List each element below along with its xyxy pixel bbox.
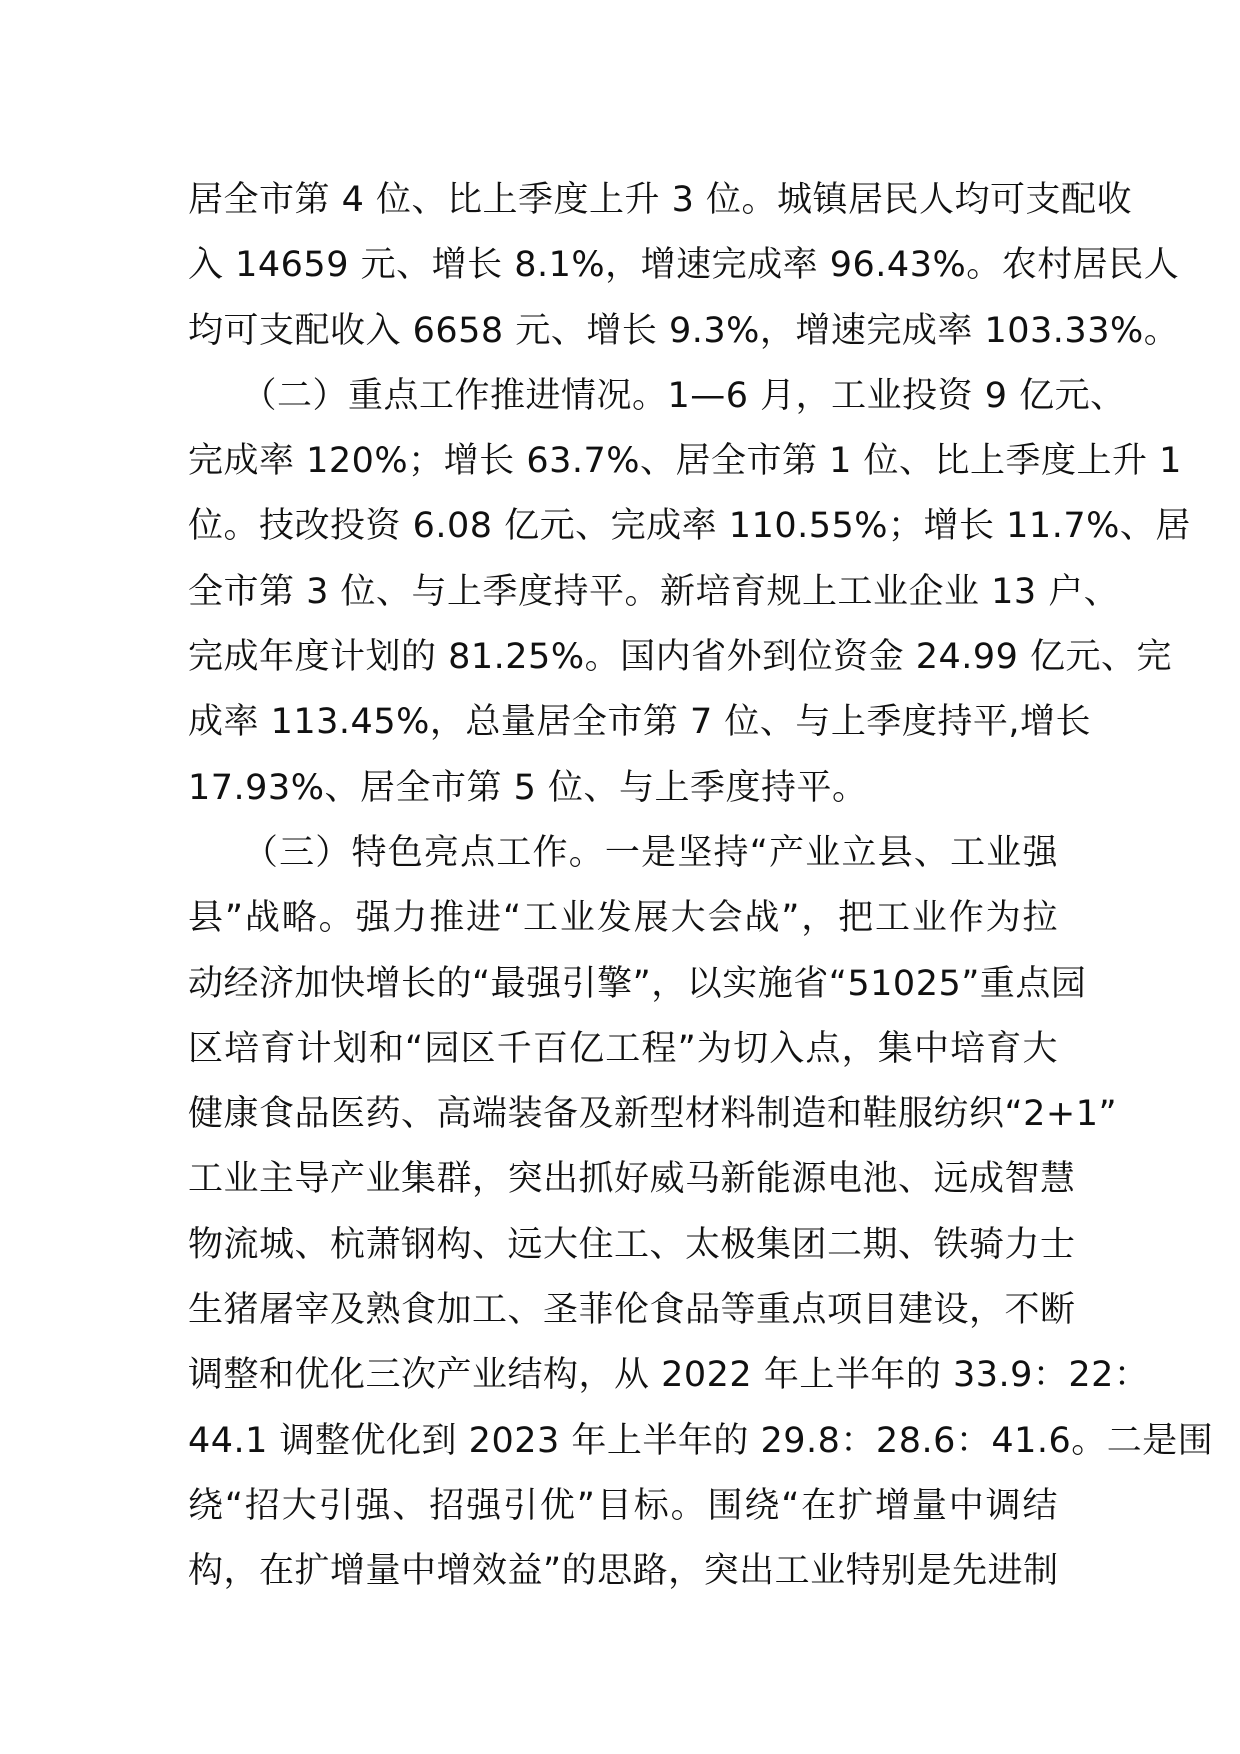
- text-line: 生猪屠宰及熟食加工、圣菲伦食品等重点项目建设，不断: [188, 1290, 1076, 1331]
- text-line: 44.1 调整优化到 2023 年上半年的 29.8：28.6：41.6。二是围: [188, 1420, 1214, 1461]
- text-line: 入 14659 元、增长 8.1%，增速完成率 96.43%。农村居民人: [188, 245, 1180, 286]
- text-line: 县”战略。强力推进“工业发展大会战”，把工业作为拉: [188, 898, 1058, 939]
- text-line: 成率 113.45%，总量居全市第 7 位、与上季度持平,增长: [188, 702, 1091, 743]
- text-line: 完成年度计划的 81.25%。国内省外到位资金 24.99 亿元、完: [188, 637, 1173, 678]
- text-line: 完成率 120%；增长 63.7%、居全市第 1 位、比上季度上升 1: [188, 441, 1182, 482]
- section-heading-line: （三）特色亮点工作。一是坚持“产业立县、工业强: [188, 832, 1058, 873]
- text-line: 均可支配收入 6658 元、增长 9.3%，增速完成率 103.33%。: [188, 310, 1180, 351]
- text-line: 构，在扩增量中增效益”的思路，突出工业特别是先进制: [188, 1551, 1059, 1592]
- text-line: 居全市第 4 位、比上季度上升 3 位。城镇居民人均可支配收: [188, 180, 1133, 220]
- text-line: 全市第 3 位、与上季度持平。新培育规上工业企业 13 户、: [188, 571, 1120, 612]
- text-line: 17.93%、居全市第 5 位、与上季度持平。: [188, 767, 868, 808]
- document-body: [188, 168, 1214, 1605]
- text-line: 工业主导产业集群，突出抓好威马新能源电池、远成智慧: [188, 1159, 1076, 1200]
- text-line: 区培育计划和“园区千百亿工程”为切入点，集中培育大: [188, 1028, 1058, 1069]
- text-line: 位。技改投资 6.08 亿元、完成率 110.55%；增长 11.7%、居: [188, 506, 1191, 547]
- text-line: 动经济加快增长的“最强引擎”，以实施省“51025”重点园: [188, 963, 1087, 1004]
- text-line: 物流城、杭萧钢构、远大住工、太极集团二期、铁骑力士: [188, 1224, 1076, 1265]
- text-line: 绕“招大引强、招强引优”目标。围绕“在扩增量中调结: [188, 1485, 1058, 1526]
- text-line: 健康食品医药、高端装备及新型材料制造和鞋服纺织“2+1”: [188, 1094, 1118, 1135]
- section-heading-line: （二）重点工作推进情况。1—6 月，工业投资 9 亿元、: [188, 375, 1126, 416]
- text-line: 调整和优化三次产业结构，从 2022 年上半年的 33.9：22：: [188, 1355, 1150, 1396]
